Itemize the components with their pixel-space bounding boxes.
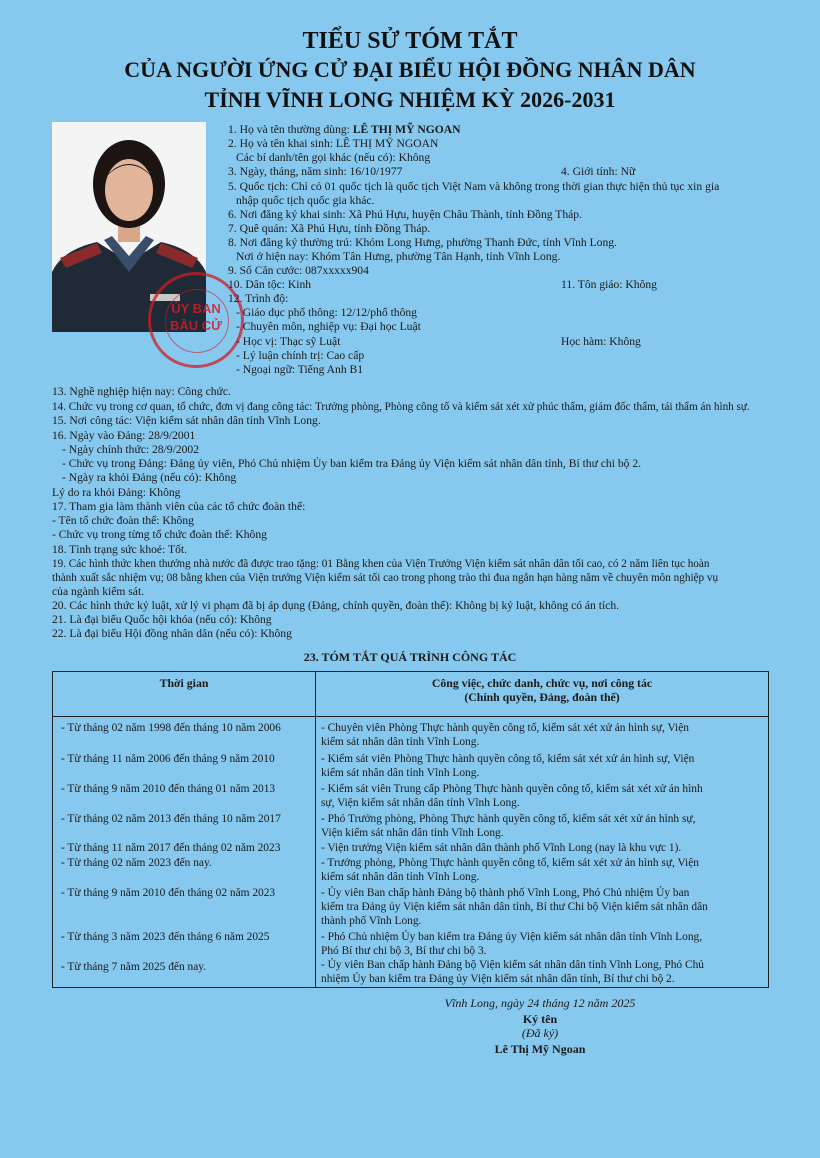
bio-line-20: 20. Các hình thức kỷ luật, xử lý vi phạm đã bị áp dụng (Đảng, chính quyền, đoàn thể): Không bị kỷ luật, không có án tích. [52, 599, 620, 612]
table-row-desc: Phó Bí thư chi bộ 3, Bí thư chi bộ 3. [321, 945, 487, 957]
bio-line-8a: 8. Nơi đăng ký thường trú: Khóm Long Hưng, phường Thanh Đức, tỉnh Vĩnh Long. [228, 236, 617, 249]
bio-line-16a: - Ngày chính thức: 28/9/2002 [62, 443, 200, 456]
bio-line-13: 13. Nghề nghiệp hiện nay: Công chức. [52, 385, 231, 398]
table-row-desc: - Phó Trưởng phòng, Phòng Thực hành quyền công tố, kiểm sát xét xử án hình sự, [321, 813, 696, 825]
bio-line-19a: 19. Các hình thức khen thưởng nhà nước đã được trao tặng: 01 Bằng khen của Viện Trưởng Viện kiểm sát nhân dân tối cao, có 2 năm liên tục hoàn [52, 558, 710, 570]
column-header-time: Thời gian [159, 676, 209, 690]
table-row-desc: kiểm sát nhân dân tỉnh Vĩnh Long. [321, 871, 480, 883]
place-date: Vĩnh Long, ngày 24 tháng 12 năm 2025 [444, 996, 636, 1010]
bio-line-22: 22. Là đại biểu Hội đồng nhân dân (nếu có): Không [52, 627, 292, 640]
bio-line-6: 6. Nơi đăng ký khai sinh: Xã Phú Hựu, huyện Châu Thành, tỉnh Đồng Tháp. [228, 208, 582, 221]
table-row-time: - Từ tháng 9 năm 2010 đến tháng 02 năm 2023 [61, 887, 276, 899]
bio-line-19c: của ngành kiểm sát. [52, 585, 145, 598]
bio-line-16d: Lý do ra khỏi Đảng: Không [52, 486, 181, 499]
table-row-desc: - Chuyên viên Phòng Thực hành quyền công tố, kiểm sát xét xử án hình sự, Viện [321, 722, 689, 734]
table-row-desc: - Ủy viên Ban chấp hành Đảng bộ thành phố Vĩnh Long, Phó Chủ nhiệm Ủy ban [321, 887, 690, 899]
bio-line-17b: - Chức vụ trong từng tổ chức đoàn thể: Không [52, 528, 267, 541]
table-row-time: - Từ tháng 02 năm 2023 đến nay. [61, 857, 212, 869]
table-row-desc: - Kiểm sát viên Phòng Thực hành quyền công tố, kiểm sát xét xử án hình sự, Viện [321, 753, 695, 765]
table-row-desc: - Phó Chủ nhiệm Ủy ban kiểm tra Đảng ủy Viện kiểm sát nhân dân tỉnh Vĩnh Long, [321, 931, 703, 943]
bio-line-4: 4. Giới tính: Nữ [561, 165, 636, 178]
bio-line-12e: - Ngoại ngữ: Tiếng Anh B1 [236, 363, 364, 376]
table-row-desc: - Ủy viên Ban chấp hành Đảng bộ Viện kiểm sát nhân dân tỉnh Vĩnh Long, Phó Chủ [321, 959, 704, 971]
document-title: TIỂU SỬ TÓM TẮT [302, 28, 518, 54]
table-row-time: - Từ tháng 7 năm 2025 đến nay. [61, 961, 207, 973]
bio-line-19b: thành xuất sắc nhiệm vụ; 08 bằng khen của Viện trưởng Viện kiểm sát tối cao trong phong trào thi đua ngắn hạn hàng năm về chuyên môn nghiệp vụ [52, 572, 719, 584]
table-row-desc: thành phố Vĩnh Long. [321, 915, 422, 927]
table-row-desc: kiểm sát nhân dân tỉnh Vĩnh Long. [321, 736, 480, 748]
bio-line-7: 7. Quê quán: Xã Phú Hựu, tỉnh Đồng Tháp. [228, 222, 431, 235]
bio-line-12: 12. Trình độ: [228, 292, 289, 305]
bio-line-11: 11. Tôn giáo: Không [561, 278, 657, 291]
table-row-time: - Từ tháng 02 năm 2013 đến tháng 10 năm 2017 [61, 813, 281, 825]
table-row-desc: - Viện trưởng Viện kiểm sát nhân dân thành phố Vĩnh Long (nay là khu vực 1). [321, 842, 682, 854]
bio-line-1: 1. Họ và tên thường dùng: LÊ THỊ MỸ NGOAN [228, 123, 461, 136]
table-row-desc: - Kiểm sát viên Trung cấp Phòng Thực hành quyền công tố, kiểm sát xét xử án hình [321, 783, 703, 795]
bio-line-16: 16. Ngày vào Đảng: 28/9/2001 [52, 429, 196, 442]
bio-line-10: 10. Dân tộc: Kinh [228, 278, 312, 291]
table-row-time: - Từ tháng 02 năm 1998 đến tháng 10 năm 2006 [61, 722, 281, 734]
bio-line-18: 18. Tình trạng sức khoẻ: Tốt. [52, 543, 187, 556]
table-row-desc: kiểm sát nhân dân tỉnh Vĩnh Long. [321, 767, 480, 779]
section-23-heading: 23. TÓM TẮT QUÁ TRÌNH CÔNG TÁC [303, 650, 517, 664]
bio-line-2: 2. Họ và tên khai sinh: LÊ THỊ MỸ NGOAN [228, 137, 439, 150]
column-header-position: Công việc, chức danh, chức vụ, nơi công tác [431, 676, 653, 690]
bio-line-8b: Nơi ở hiện nay: Khóm Tân Hưng, phường Tân Hạnh, tỉnh Vĩnh Long. [236, 250, 561, 263]
bio-line-12b: - Chuyên môn, nghiệp vụ: Đại học Luật [236, 320, 421, 333]
sign-label: Ký tên [522, 1012, 558, 1026]
official-seal-stamp: ỦY BAN BẦU CỬ [148, 272, 244, 368]
table-row-time: - Từ tháng 11 năm 2006 đến tháng 9 năm 2010 [61, 753, 275, 765]
bio-line-12c: - Học vị: Thạc sỹ Luật [236, 335, 341, 348]
bio-line-21: 21. Là đại biểu Quốc hội khóa (nếu có): Không [52, 613, 272, 626]
table-row-desc: sự, Viện kiểm sát nhân dân tỉnh Vĩnh Long. [321, 797, 520, 809]
bio-line-14: 14. Chức vụ trong cơ quan, tổ chức, đơn vị đang công tác: Trưởng phòng, Phòng công tố và kiểm sát xét xử phúc thẩm, giám đốc thẩm, tái thẩm án hình sự. [52, 401, 750, 413]
signed-note: (Đã ký) [521, 1026, 559, 1040]
bio-line-16b: - Chức vụ trong Đảng: Đảng ủy viên, Phó Chủ nhiệm Ủy ban kiểm tra Đảng ủy Viện kiểm sát nhân dân tỉnh, Bí thư chi bộ 2. [62, 457, 642, 470]
document-subtitle: CỦA NGƯỜI ỨNG CỬ ĐẠI BIỂU HỘI ĐỒNG NHÂN DÂN [124, 57, 696, 82]
table-row-desc: nhiệm Ủy ban kiểm tra Đảng ủy Viện kiểm sát nhân dân tỉnh, Bí thư chi bộ 2. [321, 973, 675, 985]
table-row-desc: kiểm tra Đảng ủy Viện kiểm sát nhân dân tỉnh, Bí thư Chi bộ Viện kiểm sát nhân dân [321, 901, 708, 913]
bio-line-17a: - Tên tổ chức đoàn thể: Không [52, 514, 194, 527]
bio-line-15: 15. Nơi công tác: Viện kiểm sát nhân dân tỉnh Vĩnh Long. [52, 414, 321, 427]
table-row-time: - Từ tháng 3 năm 2023 đến tháng 6 năm 2025 [61, 931, 270, 943]
bio-line-12c2: Học hàm: Không [561, 335, 641, 348]
bio-line-17: 17. Tham gia làm thành viên của các tổ chức đoàn thể: [52, 500, 306, 513]
bio-line-16c: - Ngày ra khỏi Đảng (nếu có): Không [62, 471, 237, 484]
document-subtitle-term: TỈNH VĨNH LONG NHIỆM KỲ 2026-2031 [204, 87, 616, 112]
bio-line-3: 3. Ngày, tháng, năm sinh: 16/10/1977 [228, 165, 403, 178]
bio-line-12a: - Giáo dục phổ thông: 12/12/phổ thông [236, 306, 417, 319]
table-row-time: - Từ tháng 11 năm 2017 đến tháng 02 năm 2023 [61, 842, 281, 854]
bio-line-2b: Các bí danh/tên gọi khác (nếu có): Không [236, 151, 431, 164]
table-row-desc: - Trưởng phòng, Phòng Thực hành quyền công tố, kiểm sát xét xử án hình sự, Viện [321, 857, 699, 869]
signer-name: Lê Thị Mỹ Ngoan [494, 1042, 586, 1056]
bio-line-12d: - Lý luận chính trị: Cao cấp [236, 349, 365, 362]
bio-line-9: 9. Số Căn cước: 087xxxxx904 [228, 264, 369, 277]
work-history-table [52, 671, 769, 988]
table-row-time: - Từ tháng 9 năm 2010 đến tháng 01 năm 2013 [61, 783, 276, 795]
column-header-position-sub: (Chính quyền, Đảng, đoàn thể) [464, 690, 620, 704]
table-row-desc: Viện kiểm sát nhân dân tỉnh Vĩnh Long. [321, 827, 504, 839]
bio-line-5a: 5. Quốc tịch: Chỉ có 01 quốc tịch là quốc tịch Việt Nam và không trong thời gian thực hiện thủ tục xin gia [228, 180, 720, 193]
bio-line-5b: nhập quốc tịch quốc gia khác. [236, 194, 375, 207]
